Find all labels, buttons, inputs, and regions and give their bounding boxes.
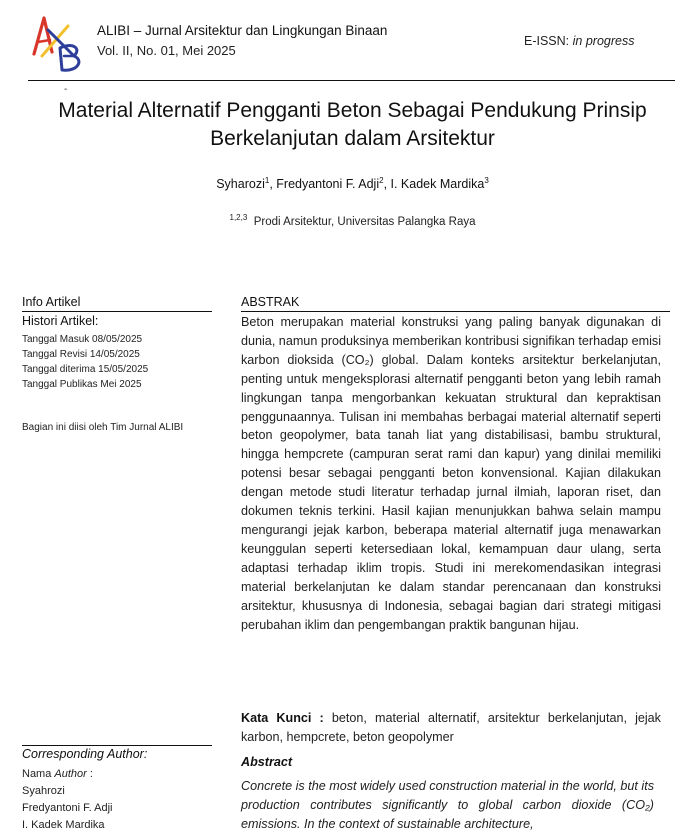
author-sep: , — [383, 177, 391, 192]
abstrak-heading: ABSTRAK — [241, 295, 300, 309]
info-heading: Info Artikel — [22, 295, 81, 309]
issn-value: in progress — [572, 34, 635, 48]
author-sup: 1 — [264, 176, 270, 185]
affiliation-sup: 1,2,3 — [229, 213, 248, 222]
keywords-label: Kata Kunci : — [241, 711, 324, 725]
abstract-en-body: Concrete is the most widely used construction material in the world, but its production contributes significantly to global carbon dioxide (CO₂) emissions. In the context of sustainable architecture, — [241, 779, 654, 831]
corresponding-name: Syahrozi — [22, 785, 65, 797]
author-sep: , — [269, 177, 277, 192]
history-heading: Histori Artikel: — [22, 314, 99, 328]
affiliation-text: Prodi Arsitektur, Universitas Palangka Raya — [253, 215, 476, 228]
name-label-suffix: : — [89, 768, 93, 780]
article-title — [30, 97, 675, 153]
author-sup: 2 — [379, 176, 384, 185]
header-divider — [28, 80, 675, 81]
author-list — [0, 176, 675, 191]
author-name: Fredyantoni F. Adji — [276, 177, 380, 192]
journal-volume: Vol. II, No. 01, Mei 2025 — [97, 43, 236, 58]
keywords-text: beton, material alternatif, arsitektur berkelanjutan, jejak karbon, hempcrete, beton geopolymer — [241, 711, 661, 744]
corresponding-name: I. Kadek Mardika — [22, 819, 105, 831]
article-title-line1: Material Alternatif Pengganti Beton Sebagai Pendukung Prinsip — [58, 99, 647, 122]
journal-logo — [28, 12, 84, 82]
corresponding-divider — [22, 745, 212, 746]
issn-label: E-ISSN: — [524, 34, 570, 48]
history-item: Tanggal Revisi 14/05/2025 — [22, 349, 140, 360]
author-name: I. Kadek Mardika — [390, 177, 485, 192]
article-title-line2: Berkelanjutan dalam Arsitektur — [210, 127, 495, 150]
affiliation — [0, 213, 675, 228]
history-item: Tanggal Masuk 08/05/2025 — [22, 334, 143, 345]
issn — [524, 34, 634, 48]
name-label: Nama — [22, 768, 52, 780]
author-sup: 3 — [484, 176, 489, 185]
info-divider — [22, 311, 212, 312]
editor-note: Bagian ini diisi oleh Tim Jurnal ALIBI — [22, 422, 184, 433]
header-dash: - — [64, 84, 68, 95]
name-label-italic: Author — [54, 768, 87, 780]
corresponding-name: Fredyantoni F. Adji — [22, 802, 113, 814]
history-list — [22, 332, 148, 392]
history-item: Tanggal Publikas Mei 2025 — [22, 379, 142, 390]
alibi-logo-icon — [28, 12, 84, 82]
author-name: Syharozi — [216, 177, 265, 192]
abstrak-body: Beton merupakan material konstruksi yang paling banyak digunakan di dunia, namun produksinya memberikan kontribusi signifikan terhadap emisi karbon dioksida (CO₂) global. Dalam konteks arsitektur berkelanjutan, penting untuk mengeksplorasi alternatif pengganti beton yang lebih ramah lingkungan tanpa mengorbankan kekuatan struktural dan kepraktisan penggunaannya. Tulisan ini membahas berbagai material alternatif seperti beton geopolymer, bata tanah liat yang distabilisasi, bambu struktural, hingga hempcrete (campuran serat rami dan kapur) yang dinilai memiliki potensi besar sebagai pengganti beton konvensional. Kajian dilakukan dengan metode studi literatur terhadap jurnal ilmiah, laporan riset, dan dokumen teknis terkini. Hasil kajian menunjukkan bahwa selain mampu mengurangi jejak karbon, beberapa material alternatif juga menawarkan keunggulan seperti ketersediaan lokal, kemampuan daur ulang, serta adaptasi terhadap iklim tropis. Studi ini merekomendasikan integrasi material berkelanjutan ke dalam standar perencanaan dan konstruksi arsitektur, khususnya di Indonesia, sebagai bagian dari strategi mitigasi perubahan iklim dan pengembangan praktik bangunan hijau. — [241, 315, 662, 632]
keywords — [241, 709, 661, 747]
corresponding-label — [22, 766, 113, 783]
abstract-en-heading: Abstract — [241, 755, 293, 769]
corresponding-list — [22, 766, 113, 834]
history-item: Tanggal diterima 15/05/2025 — [22, 364, 149, 375]
corresponding-heading: Corresponding Author: — [22, 747, 148, 761]
journal-title: ALIBI – Jurnal Arsitektur dan Lingkungan Binaan — [97, 23, 388, 38]
abstrak-divider — [241, 311, 670, 312]
